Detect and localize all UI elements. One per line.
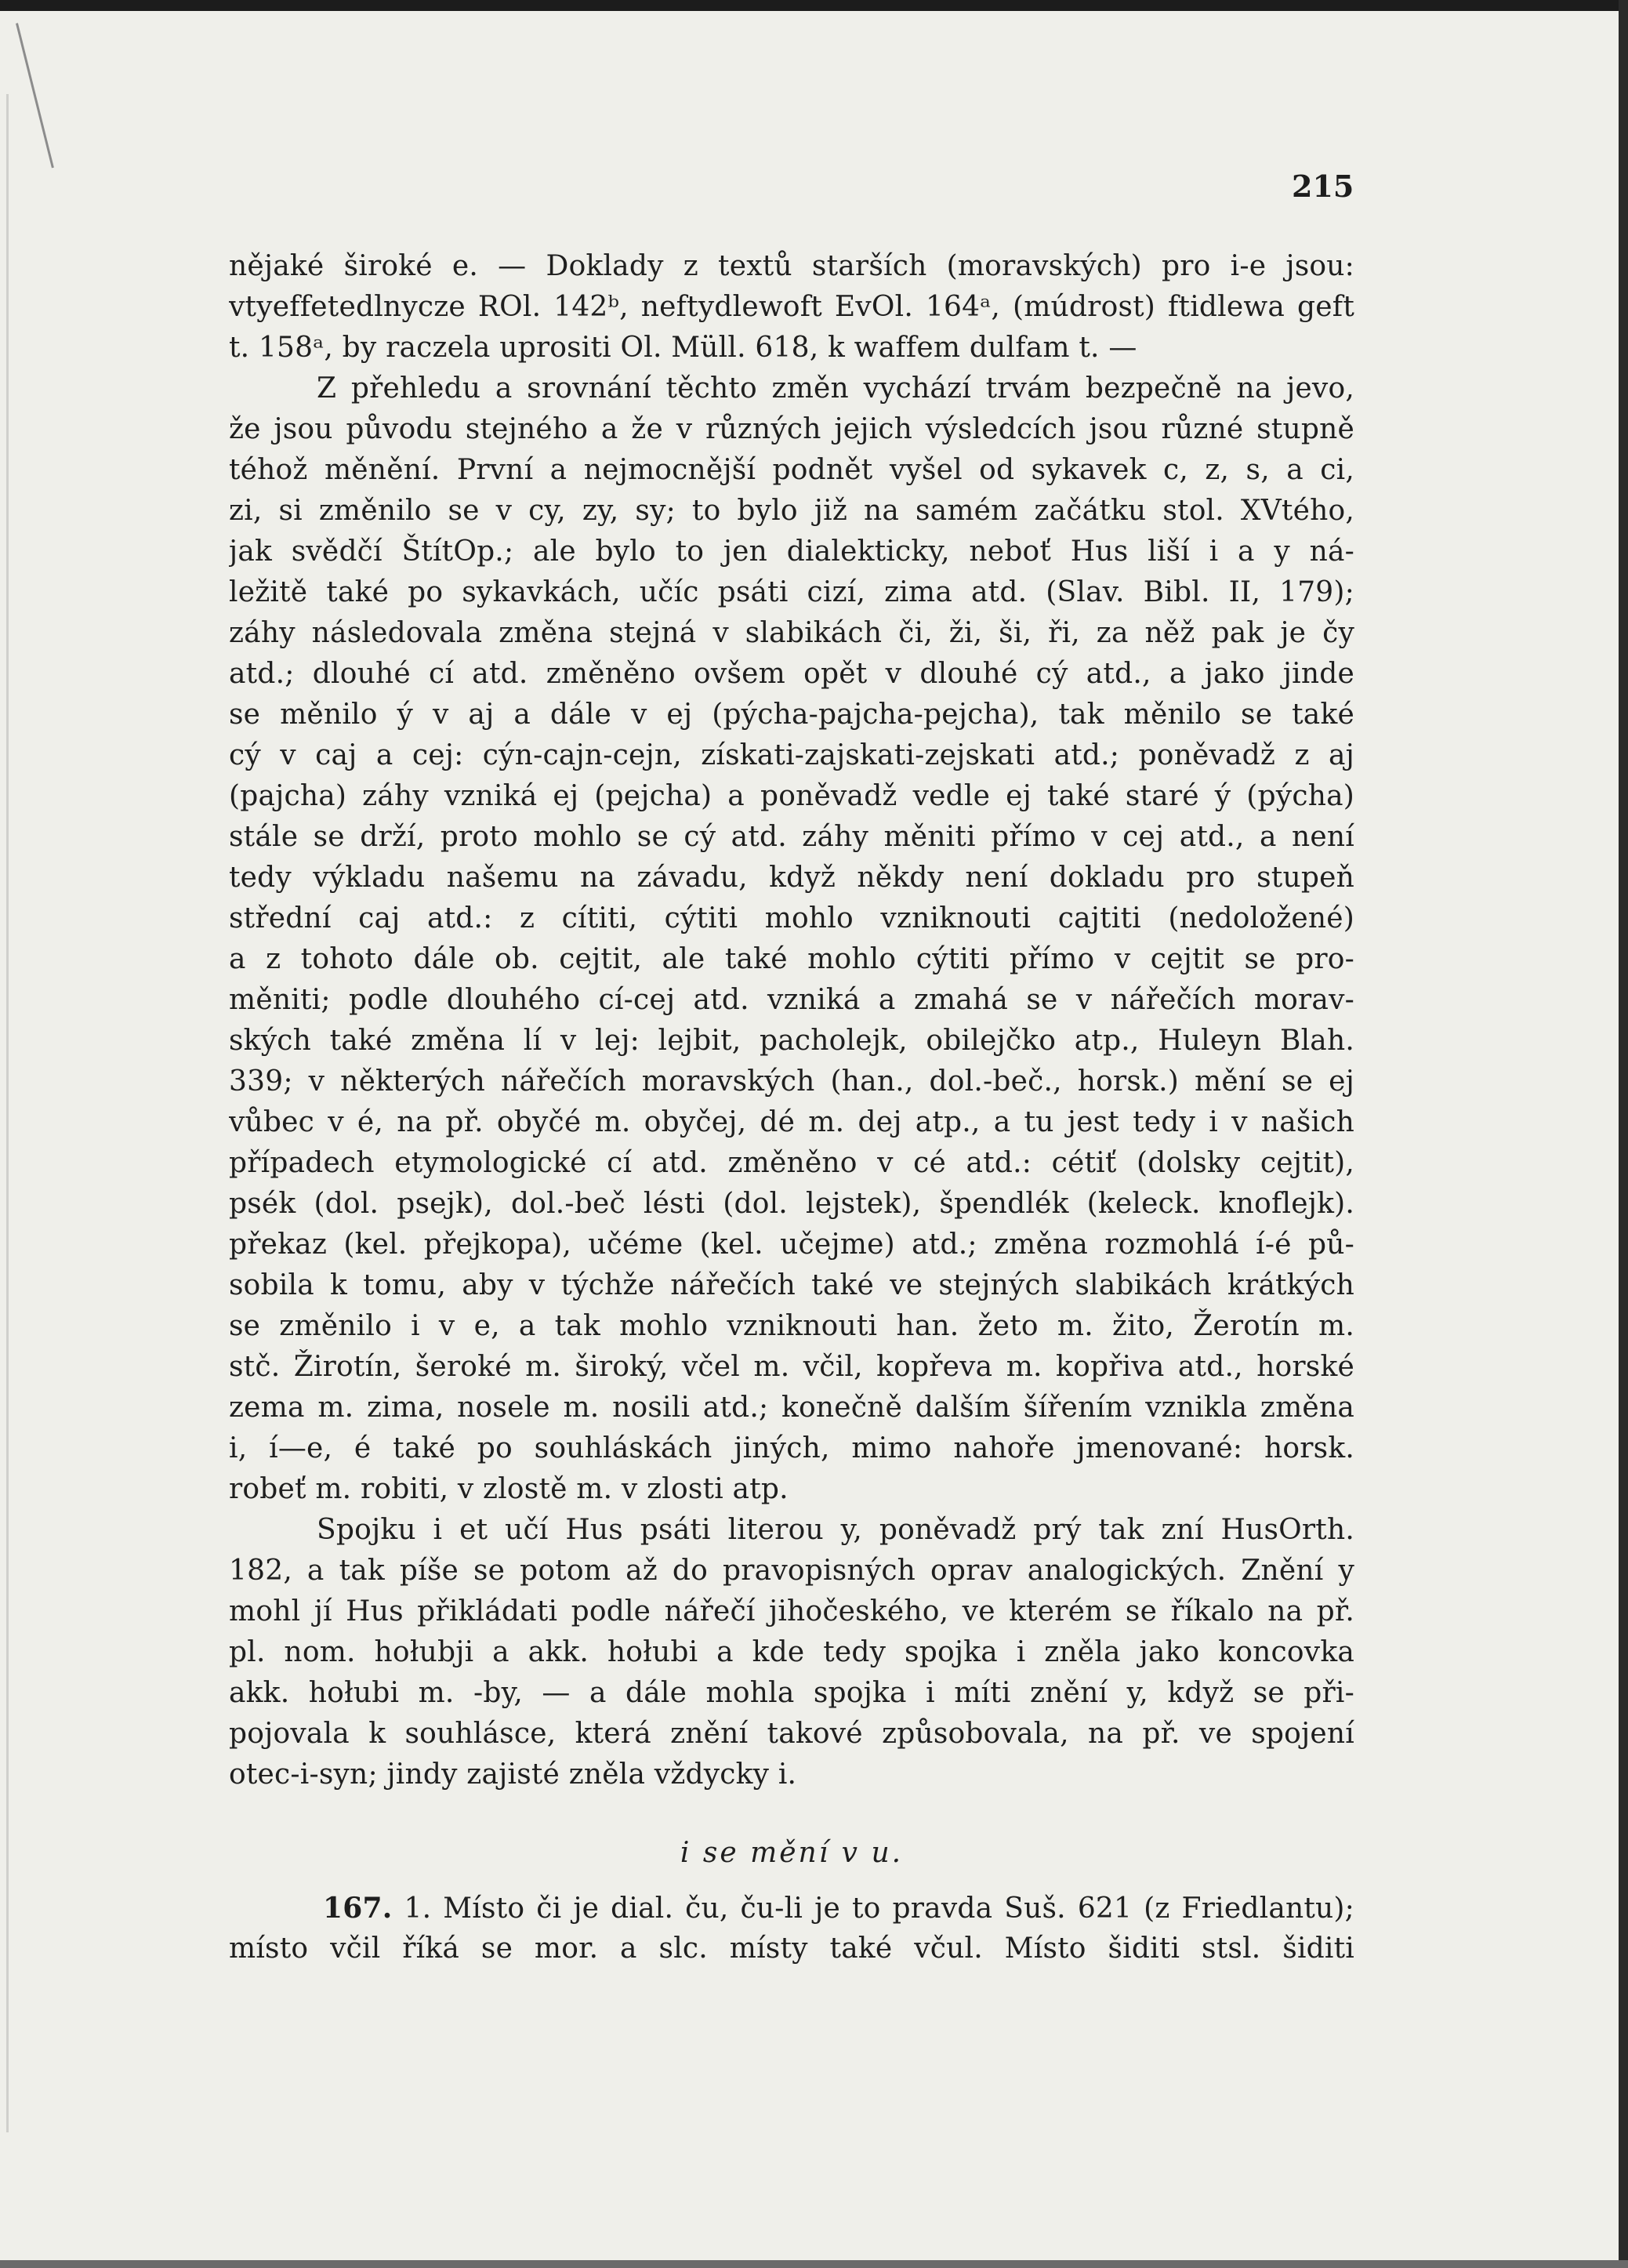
text-line: t. 158ᵃ, by raczela uprositi Ol. Müll. 618, k waffem dulfam t. — [229,332,1137,364]
text-line: cý v caj a cej: cýn-cajn-cejn, získati-zajskati-zejskati atd.; poněvadž z aj [229,739,1354,771]
text-line: a z tohoto dále ob. cejtit, ale také mohlo cýtiti přímo v cejtit se pro- [229,943,1354,975]
section-167 [229,1888,1354,1969]
text-line: že jsou původu stejného a že v různých jejich výsledcích jsou různé stupně [229,413,1354,445]
text-line: robeť m. robiti, v zlostě m. v zlosti atp. [229,1473,789,1505]
section-first-line: 1. Místo či je dial. ču, ču-li je to pravda Suš. 621 (z Friedlantu); [404,1892,1354,1925]
text-line: psék (dol. psejk), dol.-beč lésti (dol. lejstek), špendlék (keleck. knoflejk). [229,1188,1354,1220]
text-line: překaz (kel. přejkopa), učéme (kel. učejme) atd.; změna rozmohlá í-é pů- [229,1228,1354,1261]
text-line: pl. nom. hołubji a akk. hołubi a kde tedy spojka i zněla jako koncovka [229,1636,1354,1668]
text-line [229,1888,1354,1929]
paragraph-spojka [229,1510,1354,1795]
section-gap [229,1874,1354,1888]
text-line: stále se drží, proto mohlo se cý atd. záhy měniti přímo v cej atd., a není [229,821,1354,853]
text-line: otec-i-syn; jindy zajisté zněla vždycky i. [229,1758,797,1791]
page-number: 215 [1292,169,1354,204]
text-line: (pajcha) záhy vzniká ej (pejcha) a poněvadž vedle ej také staré ý (pýcha) [229,780,1354,812]
text-line: akk. hołubi m. -by, — a dále mohla spojka i míti znění y, když se při- [229,1677,1354,1709]
text-line: Z přehledu a srovnání těchto změn vychází trvám bezpečně na jevo, [317,372,1354,405]
text-line: pojovala k souhlásce, která znění takové způsobovala, na př. ve spojení [229,1718,1354,1750]
text-line: téhož měnění. První a nejmocnější podnět vyšel od sykavek c, z, s, a ci, [229,454,1354,486]
text-line: střední caj atd.: z cítiti, cýtiti mohlo vzniknouti cajtiti (nedoložené) [229,902,1354,934]
text-line: místo včil říká se mor. a slc. místy také včul. Místo šiditi stsl. šiditi [229,1932,1354,1965]
text-line: jak svědčí ŠtítOp.; ale bylo to jen dialekticky, neboť Hus liší i a y ná- [229,535,1354,568]
text-line: vůbec v é, na př. obyčé m. obyčej, dé m. dej atp., a tu jest tedy i v našich [229,1106,1354,1138]
paper-edge-shadow [6,94,9,2132]
text-line: se měnilo ý v aj a dále v ej (pýcha-pajcha-pejcha), tak měnilo se také [229,699,1354,731]
text-line: 339; v některých nářečích moravských (han., dol.-beč., horsk.) mění se ej [229,1065,1354,1098]
text-line: případech etymologické cí atd. změněno v cé atd.: cétiť (dolsky cejtit), [229,1147,1354,1179]
text-line: i, í—e, é také po souhláskách jiných, mimo nahoře jmenované: horsk. [229,1432,1354,1464]
section-gap [229,1795,1354,1833]
text-line: tedy výkladu našemu na závadu, když někdy není dokladu pro stupeň [229,862,1354,894]
paper-crease [16,23,54,168]
text-line: záhy následovala změna stejná v slabikách či, ži, ši, ři, za něž pak je čy [229,617,1354,649]
text-line: ležitě také po sykavkách, učíc psáti cizí, zima atd. (Slav. Bibl. II, 179); [229,576,1354,608]
text-line: vtyeffetedlnycze ROl. 142ᵇ, neftydlewoft EvOl. 164ᵃ, (múdrost) ftidlewa geft [229,291,1354,323]
text-line: Spojku i et učí Hus psáti literou y, poněvadž prý tak zní HusOrth. [317,1514,1354,1546]
text-line: mohl jí Hus přikládati podle nářečí jihočeského, ve kterém se říkalo na př. [229,1595,1354,1628]
text-line: stč. Žirotín, šeroké m. široký, včel m. včil, kopřeva m. kopřiva atd., horské [229,1351,1354,1383]
text-line: nějaké široké e. — Doklady z textů starších (moravských) pro i-e jsou: [229,250,1354,282]
body-text [229,246,1354,1969]
paragraph-continuation [229,246,1354,368]
section-number: 167. [323,1892,393,1925]
section-heading: i se mění v u. [680,1837,904,1869]
text-line: měniti; podle dlouhého cí-cej atd. vzniká a zmahá se v nářečích morav- [229,984,1354,1016]
text-line: atd.; dlouhé cí atd. změněno ovšem opět v dlouhé cý atd., a jako jinde [229,658,1354,690]
scan-border-right [1619,0,1628,2268]
text-line: se změnilo i v e, a tak mohlo vzniknouti han. žeto m. žito, Žerotín m. [229,1310,1354,1342]
text-line: zi, si změnilo se v cy, zy, sy; to bylo již na samém začátku stol. XVtého, [229,495,1354,527]
text-line: zema m. zima, nosele m. nosili atd.; konečně dalším šířením vznikla změna [229,1392,1354,1424]
paragraph-comparison [229,368,1354,1510]
scan-border-bottom [0,2260,1628,2268]
text-line: sobila k tomu, aby v týchže nářečích také ve stejných slabikách krátkých [229,1269,1354,1301]
text-line: 182, a tak píše se potom až do pravopisných oprav analogických. Znění y [229,1555,1354,1587]
text-line: ských také změna lí v lej: lejbit, pacholejk, obilejčko atp., Huleyn Blah. [229,1025,1354,1057]
scan-border-top [0,0,1628,11]
